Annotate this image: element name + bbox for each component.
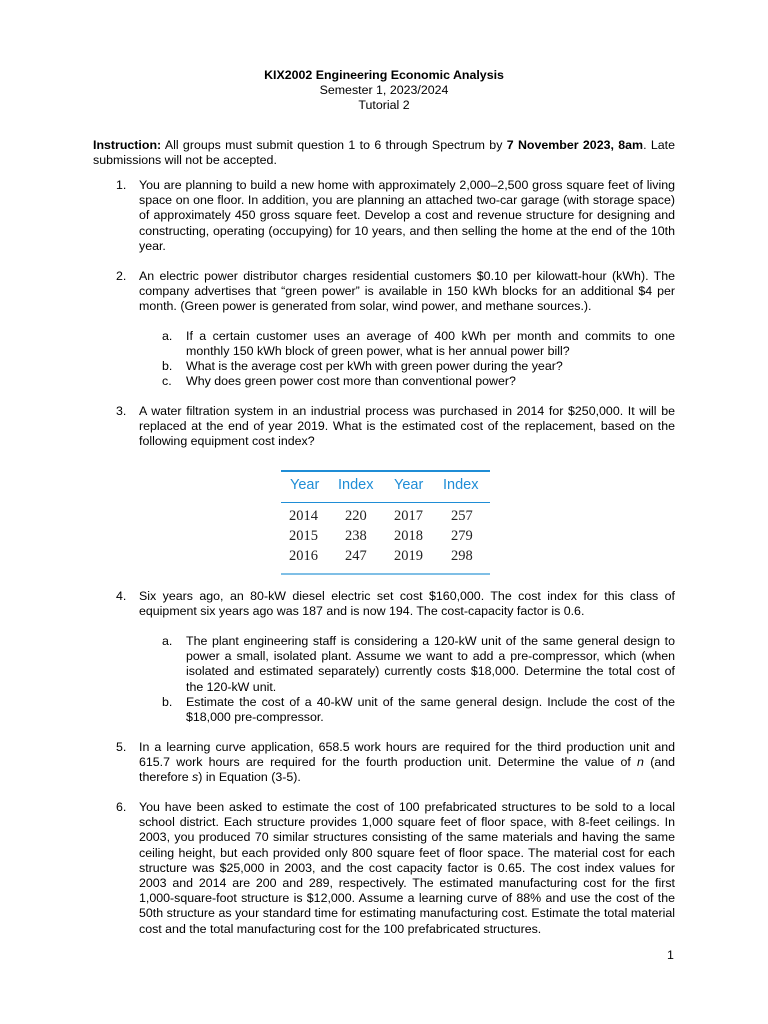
table-cell: 2017 xyxy=(394,508,423,524)
table-cell: 2019 xyxy=(394,548,423,564)
table-cell: 2018 xyxy=(394,528,423,544)
question-text: A water filtration system in an industrial process was purchased in 2014 for $250,000. It will be replaced at the end of year 2019. What is the estimated cost of the replacement, based on the following equipment cost index? xyxy=(139,404,675,449)
table-cell: 279 xyxy=(451,528,473,544)
course-title: KIX2002 Engineering Economic Analysis xyxy=(264,68,504,82)
instruction-deadline: 7 November 2023, 8am xyxy=(506,138,644,152)
table-top-rule xyxy=(281,470,490,472)
table-header-index-1: Index xyxy=(338,477,374,493)
instruction-text-after: . Late submissions will not be accepted. xyxy=(93,138,675,168)
question-5-text-a: In a learning curve application, 658.5 work hours are required for the third production unit and 615.7 work hours are required for the fourth production unit. Determine the value of xyxy=(139,740,675,770)
variable-n: n xyxy=(637,755,644,770)
question-number: 1. xyxy=(116,178,127,192)
table-header-year-1: Year xyxy=(290,477,320,493)
question-number: 2. xyxy=(116,269,127,283)
part-letter: c. xyxy=(162,374,172,388)
instruction-label: Instruction: xyxy=(93,138,162,152)
part-letter: b. xyxy=(162,359,173,373)
semester-line: Semester 1, 2023/2024 xyxy=(319,83,449,97)
table-header-year-2: Year xyxy=(394,477,424,493)
table-header-rule xyxy=(281,502,490,503)
question-text: An electric power distributor charges residential customers $0.10 per kilowatt-hour (kWh). The company advertises that “green power” is available in 150 kWh blocks for an additional $4 per month. (Green power is generated from solar, wind power, and methane sources.). xyxy=(139,269,675,314)
part-text: If a certain customer uses an average of 400 kWh per month and commits to one monthly 150 kWh block of green power, what is her annual power bill? xyxy=(186,329,675,359)
table-cell: 257 xyxy=(451,508,473,524)
question-text: You have been asked to estimate the cost of 100 prefabricated structures to be sold to a local school district. Each structure provides 1,000 square feet of floor space, with 8-feet ceilings. In 2003, you produced 70 similar structures consisting of the same materials and having the same ceiling height, but each provided only 800 square feet of floor space. The material cost for each structure was $25,000 in 2003, and the cost capacity factor is 0.65. The cost index values for 2003 and 2014 are 200 and 289, respectively. The estimated manufacturing cost for the first 1,000-square-foot structure is $12,000. Assume a learning curve of 88% and use the cost of the 50th structure as your standard time for estimating manufacturing cost. Estimate the total material cost and the total manufacturing cost for the 100 prefabricated structures. xyxy=(139,800,675,936)
question-number: 4. xyxy=(116,589,127,603)
part-text: What is the average cost per kWh with green power during the year? xyxy=(186,359,563,373)
part-text: Estimate the cost of a 40-kW unit of the same general design. Include the cost of the $18,000 pre-compressor. xyxy=(186,695,675,725)
table-cell: 2014 xyxy=(289,508,318,524)
instruction-text-before: All groups must submit question 1 to 6 through Spectrum by xyxy=(161,138,507,152)
question-text: You are planning to build a new home with approximately 2,000–2,500 gross square feet of living space on one floor. In addition, you are planning an attached two-car garage (with storage space) of approximately 450 gross square feet. Develop a cost and revenue structure for designing and constructing, operating (occupying) for 10 years, and then selling the home at the end of the 10th year. xyxy=(139,178,675,253)
table-cell: 247 xyxy=(345,548,367,564)
question-text: Six years ago, an 80-kW diesel electric set cost $160,000. The cost index for this class of equipment six years ago was 187 and is now 194. The cost-capacity factor is 0.6. xyxy=(139,589,675,619)
question-5-text-c: ) in Equation (3-5). xyxy=(198,770,301,785)
question-5-text-b: (and therefore xyxy=(139,755,675,785)
part-letter: a. xyxy=(162,329,173,343)
part-letter: b. xyxy=(162,695,173,709)
question-text xyxy=(139,740,675,786)
instruction-paragraph xyxy=(93,138,675,168)
tutorial-title: Tutorial 2 xyxy=(358,98,410,112)
variable-s: s xyxy=(192,770,199,785)
question-number: 5. xyxy=(116,740,127,754)
page-number: 1 xyxy=(667,948,674,962)
table-cell: 238 xyxy=(345,528,367,544)
table-cell: 2016 xyxy=(289,548,318,564)
document-header xyxy=(0,68,768,113)
part-text: Why does green power cost more than conventional power? xyxy=(186,374,516,388)
question-number: 6. xyxy=(116,800,127,814)
table-cell: 220 xyxy=(345,508,367,524)
part-letter: a. xyxy=(162,634,173,648)
table-cell: 2015 xyxy=(289,528,318,544)
table-bottom-rule xyxy=(281,573,490,575)
part-text: The plant engineering staff is considering a 120-kW unit of the same general design to power a small, isolated plant. Assume we want to add a pre-compressor, which (when isolated and estimated separately) currently costs $18,000. Determine the total cost of the 120-kW unit. xyxy=(186,634,675,694)
table-cell: 298 xyxy=(451,548,473,564)
question-number: 3. xyxy=(116,404,127,418)
table-header-index-2: Index xyxy=(443,477,479,493)
